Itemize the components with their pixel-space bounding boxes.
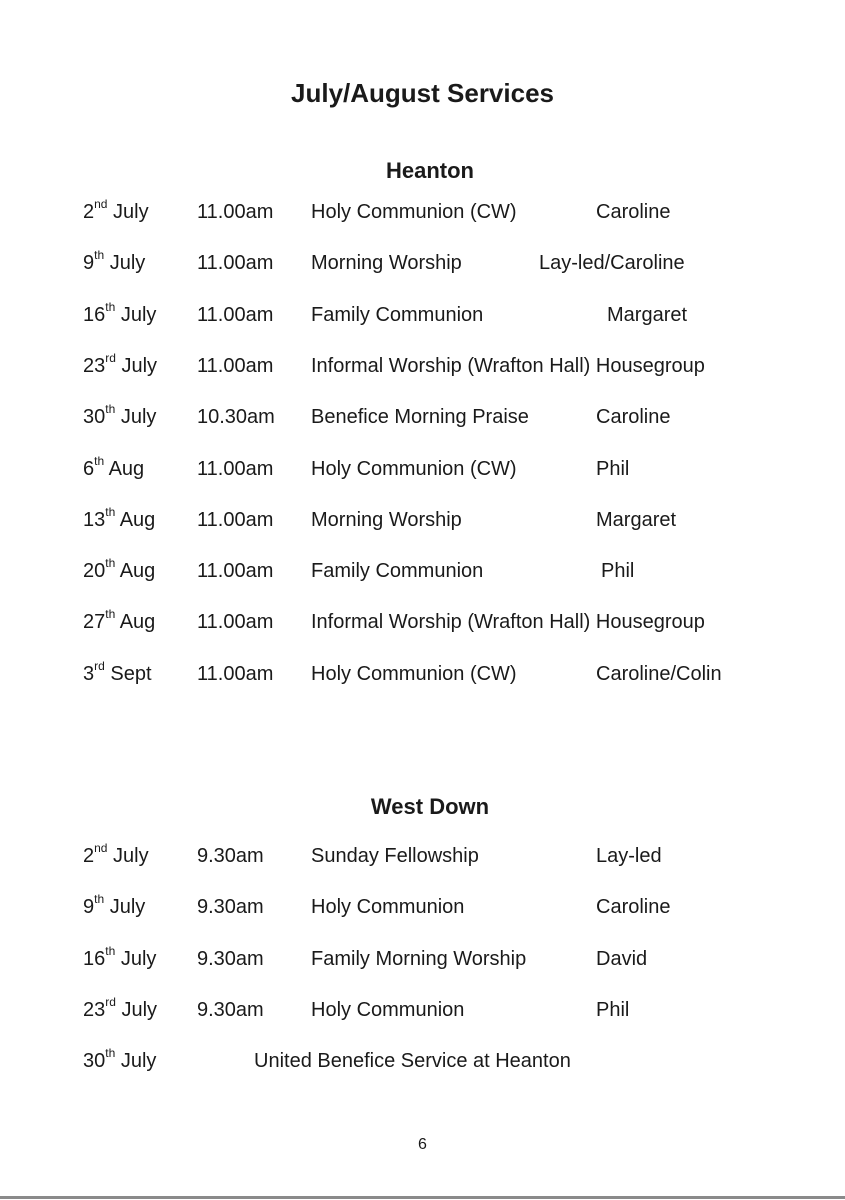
service-time: 9.30am <box>197 947 264 970</box>
page-number: 6 <box>418 1136 427 1153</box>
service-leader: Margaret <box>596 508 677 531</box>
service-time: 11.00am <box>197 457 274 480</box>
service-date: 16th July <box>83 943 157 970</box>
service-date: 30th July <box>83 402 157 429</box>
west-down-heading: West Down <box>370 794 490 819</box>
date-suffix: th <box>94 248 105 263</box>
service-date: 2nd July <box>83 841 149 867</box>
service-name: Morning Worship <box>311 508 462 531</box>
service-name: Benefice Morning Praise <box>311 406 529 429</box>
date-suffix: th <box>105 299 116 314</box>
date-suffix: th <box>94 453 105 468</box>
service-leader: Caroline <box>596 896 671 919</box>
service-leader: Margaret <box>607 303 688 326</box>
service-name: Sunday Fellowship <box>311 845 479 867</box>
page-title: July/August Services <box>291 78 554 108</box>
service-name: Family Communion <box>311 303 484 326</box>
date-suffix: nd <box>94 841 108 855</box>
service-name: Holy Communion (CW) <box>311 457 517 480</box>
service-time: 10.30am <box>197 406 275 429</box>
service-time: 11.00am <box>197 560 274 583</box>
date-suffix: rd <box>94 658 105 673</box>
date-suffix: th <box>105 943 116 958</box>
service-leader: Lay-led <box>596 845 662 867</box>
service-date: 13th Aug <box>83 504 156 531</box>
service-name: Holy Communion <box>311 896 465 919</box>
service-time: 11.00am <box>197 508 274 531</box>
service-date: 9th July <box>83 892 146 919</box>
service-leader: Caroline/Colin <box>596 662 722 685</box>
service-time: 11.00am <box>197 611 274 634</box>
date-suffix: rd <box>105 350 116 365</box>
service-date: 9th July <box>83 248 146 275</box>
service-leader: Phil <box>601 560 635 583</box>
service-name: Holy Communion (CW) <box>311 201 517 223</box>
date-suffix: th <box>105 607 116 622</box>
service-time: 11.00am <box>197 303 274 326</box>
service-name: Informal Worship (Wrafton Hall) Housegroup <box>311 611 705 634</box>
service-name: Holy Communion <box>311 998 465 1021</box>
date-suffix: th <box>105 1046 116 1060</box>
service-time: 9.30am <box>197 845 264 867</box>
service-name: Informal Worship (Wrafton Hall) Housegroup <box>311 354 705 377</box>
service-note: United Benefice Service at Heanton <box>254 1050 571 1072</box>
service-leader: Phil <box>596 998 630 1021</box>
service-date: 6th Aug <box>83 453 145 480</box>
service-date: 23rd July <box>83 350 158 377</box>
service-time: 9.30am <box>197 896 264 919</box>
service-name: Morning Worship <box>311 252 462 275</box>
date-suffix: th <box>105 556 116 571</box>
service-date: 3rd Sept <box>83 658 152 685</box>
date-suffix: nd <box>94 197 108 211</box>
service-time: 11.00am <box>197 662 274 685</box>
page-bottom-edge <box>0 1196 845 1199</box>
service-date: 16th July <box>83 299 157 326</box>
date-suffix: th <box>105 402 116 417</box>
service-leader: Caroline <box>596 201 671 223</box>
heanton-heading: Heanton <box>386 158 474 183</box>
service-date: 23rd July <box>83 994 158 1021</box>
date-suffix: rd <box>105 994 116 1009</box>
service-date: 20th Aug <box>83 556 156 583</box>
service-time: 11.00am <box>197 252 274 275</box>
date-suffix: th <box>94 892 105 907</box>
date-suffix: th <box>105 504 116 519</box>
service-name: Family Morning Worship <box>311 947 527 970</box>
service-time: 11.00am <box>197 354 274 377</box>
service-leader: Phil <box>596 457 630 480</box>
service-time: 9.30am <box>197 998 264 1021</box>
service-date: 2nd July <box>83 197 149 223</box>
service-date: 27th Aug <box>83 607 156 634</box>
service-date: 30th July <box>83 1046 157 1072</box>
service-leader: Caroline <box>596 406 671 429</box>
service-name: Holy Communion (CW) <box>311 662 517 685</box>
service-leader: Lay-led/Caroline <box>539 252 685 275</box>
service-name: Family Communion <box>311 560 484 583</box>
service-time: 11.00am <box>197 201 274 223</box>
service-leader: David <box>596 947 648 970</box>
